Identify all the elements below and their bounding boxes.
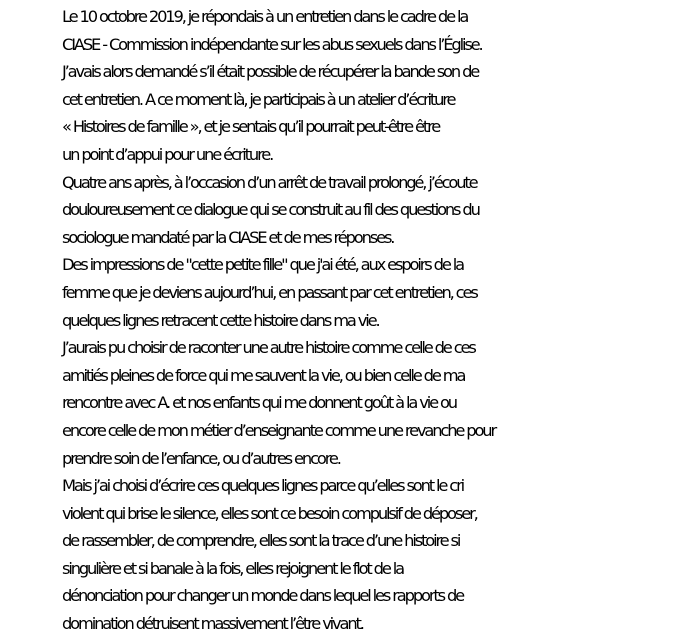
- text-line: J’aurais pu choisir de raconter une autre histoire comme celle de ces: [62, 338, 475, 358]
- text-line: prendre soin de l’enfance, ou d’autres encore.: [62, 448, 340, 468]
- text-line: rencontre avec A. et nos enfants qui me donnent goût à la vie ou: [62, 393, 456, 413]
- text-line: amitiés pleines de force qui me sauvent la vie, ou bien celle de ma: [62, 365, 465, 385]
- text-line: « Histoires de famille », et je sentais qu’il pourrait peut-être être: [62, 117, 440, 137]
- text-line: domination détruisent massivement l’être vivant.: [62, 614, 363, 634]
- text-line: singulière et si banale à la fois, elles rejoignent le flot de la: [62, 558, 403, 578]
- text-line: quelques lignes retracent cette histoire dans ma vie.: [62, 310, 379, 330]
- text-line: sociologue mandaté par la CIASE et de mes réponses.: [62, 227, 394, 247]
- text-line: Des impressions de "cette petite fille" que j'ai été, aux espoirs de la: [62, 255, 463, 275]
- document-body: [62, 3, 684, 638]
- text-line: cet entretien. A ce moment là, je participais à un atelier d’écriture: [62, 89, 455, 109]
- text-line: J’avais alors demandé s’il était possible de récupérer la bande son de: [62, 62, 479, 82]
- text-line: un point d’appui pour une écriture.: [62, 144, 273, 164]
- text-line: Mais j’ai choisi d’écrire ces quelques lignes parce qu’elles sont le cri: [62, 476, 464, 496]
- text-line: femme que je deviens aujourd’hui, en passant par cet entretien, ces: [62, 282, 477, 302]
- text-line: violent qui brise le silence, elles sont ce besoin compulsif de déposer,: [62, 503, 477, 523]
- text-line: douloureusement ce dialogue qui se construit au fil des questions du: [62, 200, 479, 220]
- text-line: Le 10 octobre 2019, je répondais à un entretien dans le cadre de la: [62, 7, 468, 26]
- text-line: Quatre ans après, à l’occasion d’un arrêt de travail prolongé, j’écoute: [62, 172, 477, 192]
- text-line: de rassembler, de comprendre, elles sont la trace d’une histoire si: [62, 531, 460, 551]
- text-line: encore celle de mon métier d’enseignante comme une revanche pour: [62, 420, 495, 440]
- text-line: CIASE - Commission indépendante sur les abus sexuels dans l’Église.: [62, 34, 482, 54]
- text-line: dénonciation pour changer un monde dans lequel les rapports de: [62, 586, 464, 606]
